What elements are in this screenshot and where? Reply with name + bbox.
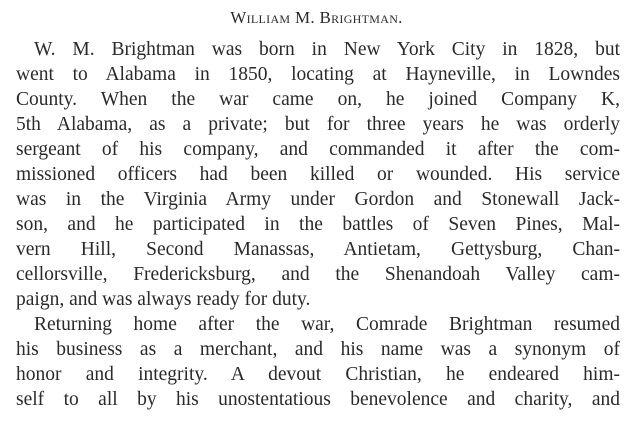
text-line: honor and integrity. A devout Christian, he endeared him- xyxy=(16,364,620,385)
text-line: went to Alabama in 1850, locating at Hayneville, in Lowndes xyxy=(16,64,620,85)
text-line: Returning home after the war, Comrade Brightman resumed xyxy=(34,314,620,335)
text-line: vern Hill, Second Manassas, Antietam, Gettysburg, Chan- xyxy=(16,239,620,260)
text-line: 5th Alabama, as a private; but for three years he was orderly xyxy=(16,114,620,135)
text-line: self to all by his unostentatious benevolence and charity, and xyxy=(16,389,620,410)
text-line: paign, and was always ready for duty. xyxy=(16,289,311,310)
text-line: missioned officers had been killed or wounded. His service xyxy=(16,164,620,185)
text-line: cellorsville, Fredericksburg, and the Shenandoah Valley cam- xyxy=(16,264,620,285)
article-heading: William M. Brightman. xyxy=(230,8,403,27)
text-line: was in the Virginia Army under Gordon and Stonewall Jack- xyxy=(16,189,620,210)
text-line: W. M. Brightman was born in New York City in 1828, but xyxy=(34,39,620,60)
text-line: son, and he participated in the battles of Seven Pines, Mal- xyxy=(16,214,620,235)
text-line: his business as a merchant, and his name was a synonym of xyxy=(16,339,620,360)
text-line: County. When the war came on, he joined Company K, xyxy=(16,89,620,110)
text-line: sergeant of his company, and commanded it after the com- xyxy=(16,139,620,160)
